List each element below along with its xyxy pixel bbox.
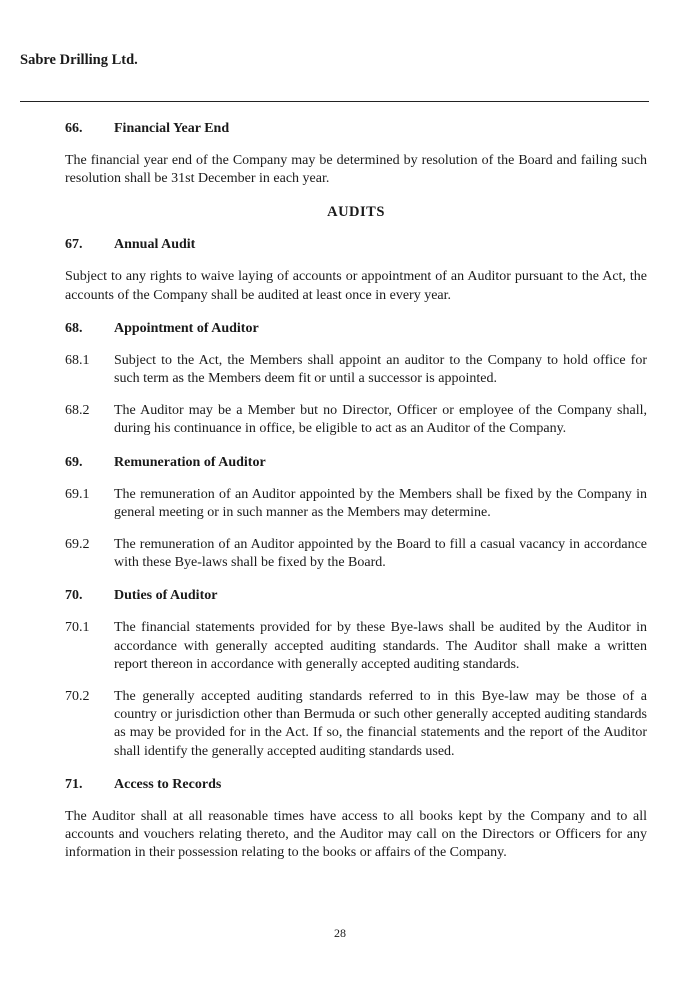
clause-text: The financial statements provided for by these Bye-laws shall be audited by the Auditor in accordance with generally accepted auditing standards. The Auditor shall make a written report thereon in accordance with generally accepted auditing standards. xyxy=(114,620,647,672)
clause-number: 70.1 xyxy=(65,620,90,636)
clause-text: The generally accepted auditing standards referred to in this Bye-law may be those of a country or jurisdiction other than Bermuda or such other generally accepted auditing standards as may be provided for in the Act. If so, the financial statements and the report of the Auditor shall identify the generally accepted auditing standards used. xyxy=(114,689,647,759)
clause-70-1 xyxy=(65,619,647,674)
section-number: 66. xyxy=(65,121,83,136)
header-rule xyxy=(20,101,649,102)
section-number: 68. xyxy=(65,320,83,336)
clause-text: Subject to the Act, the Members shall appoint an auditor to the Company to hold office for such term as the Members deem fit or until a successor is appointed. xyxy=(114,352,647,387)
clause-text: The Auditor may be a Member but no Director, Officer or employee of the Company shall, during his continuance in office, be eligible to act as an Auditor of the Company. xyxy=(114,403,647,437)
section-title: Remuneration of Auditor xyxy=(114,454,266,470)
section-title: Duties of Auditor xyxy=(114,588,218,604)
clause-number: 68.2 xyxy=(65,403,90,419)
section-heading-66 xyxy=(65,120,647,138)
company-name-header: Sabre Drilling Ltd. xyxy=(20,52,138,68)
section-number: 71. xyxy=(65,776,83,792)
clause-number: 68.1 xyxy=(65,352,90,368)
clause-69-2 xyxy=(65,536,647,572)
section-66-body: The financial year end of the Company may be determined by resolution of the Board and failing such resolution shall be 31st December in each year. xyxy=(65,153,647,187)
clause-text: The remuneration of an Auditor appointed by the Board to fill a casual vacancy in accordance with these Bye-laws shall be fixed by the Board. xyxy=(114,537,647,571)
clause-number: 70.2 xyxy=(65,689,90,705)
page-number: 28 xyxy=(334,926,346,940)
clause-68-1 xyxy=(65,352,647,388)
section-heading-68 xyxy=(65,320,647,338)
section-title: Appointment of Auditor xyxy=(114,320,259,336)
clause-number: 69.2 xyxy=(65,537,90,553)
section-71-body: The Auditor shall at all reasonable times have access to all books kept by the Company and to all accounts and vouchers relating thereto, and the Auditor may call on the Directors or Officers for any information in their possession relating to the books or affairs of the Company. xyxy=(65,808,647,861)
audits-heading: AUDITS xyxy=(327,204,385,221)
section-number: 70. xyxy=(65,588,83,604)
section-67-body: Subject to any rights to waive laying of accounts or appointment of an Auditor pursuant to the Act, the accounts of the Company shall be audited at least once in every year. xyxy=(65,269,647,303)
section-title: Annual Audit xyxy=(114,237,196,253)
section-heading-69 xyxy=(65,454,647,472)
section-title: Financial Year End xyxy=(114,121,230,136)
clause-68-2 xyxy=(65,402,647,438)
document-body xyxy=(65,120,647,862)
section-number: 67. xyxy=(65,237,83,253)
section-heading-71 xyxy=(65,776,647,794)
section-number: 69. xyxy=(65,454,83,470)
section-heading-67 xyxy=(65,236,647,254)
clause-number: 69.1 xyxy=(65,486,90,502)
clause-text: The remuneration of an Auditor appointed by the Members shall be fixed by the Company in general meeting or in such manner as the Members may determine. xyxy=(114,486,647,520)
section-heading-70 xyxy=(65,587,647,605)
section-title: Access to Records xyxy=(114,776,222,792)
clause-69-1 xyxy=(65,486,647,522)
clause-70-2 xyxy=(65,688,647,761)
